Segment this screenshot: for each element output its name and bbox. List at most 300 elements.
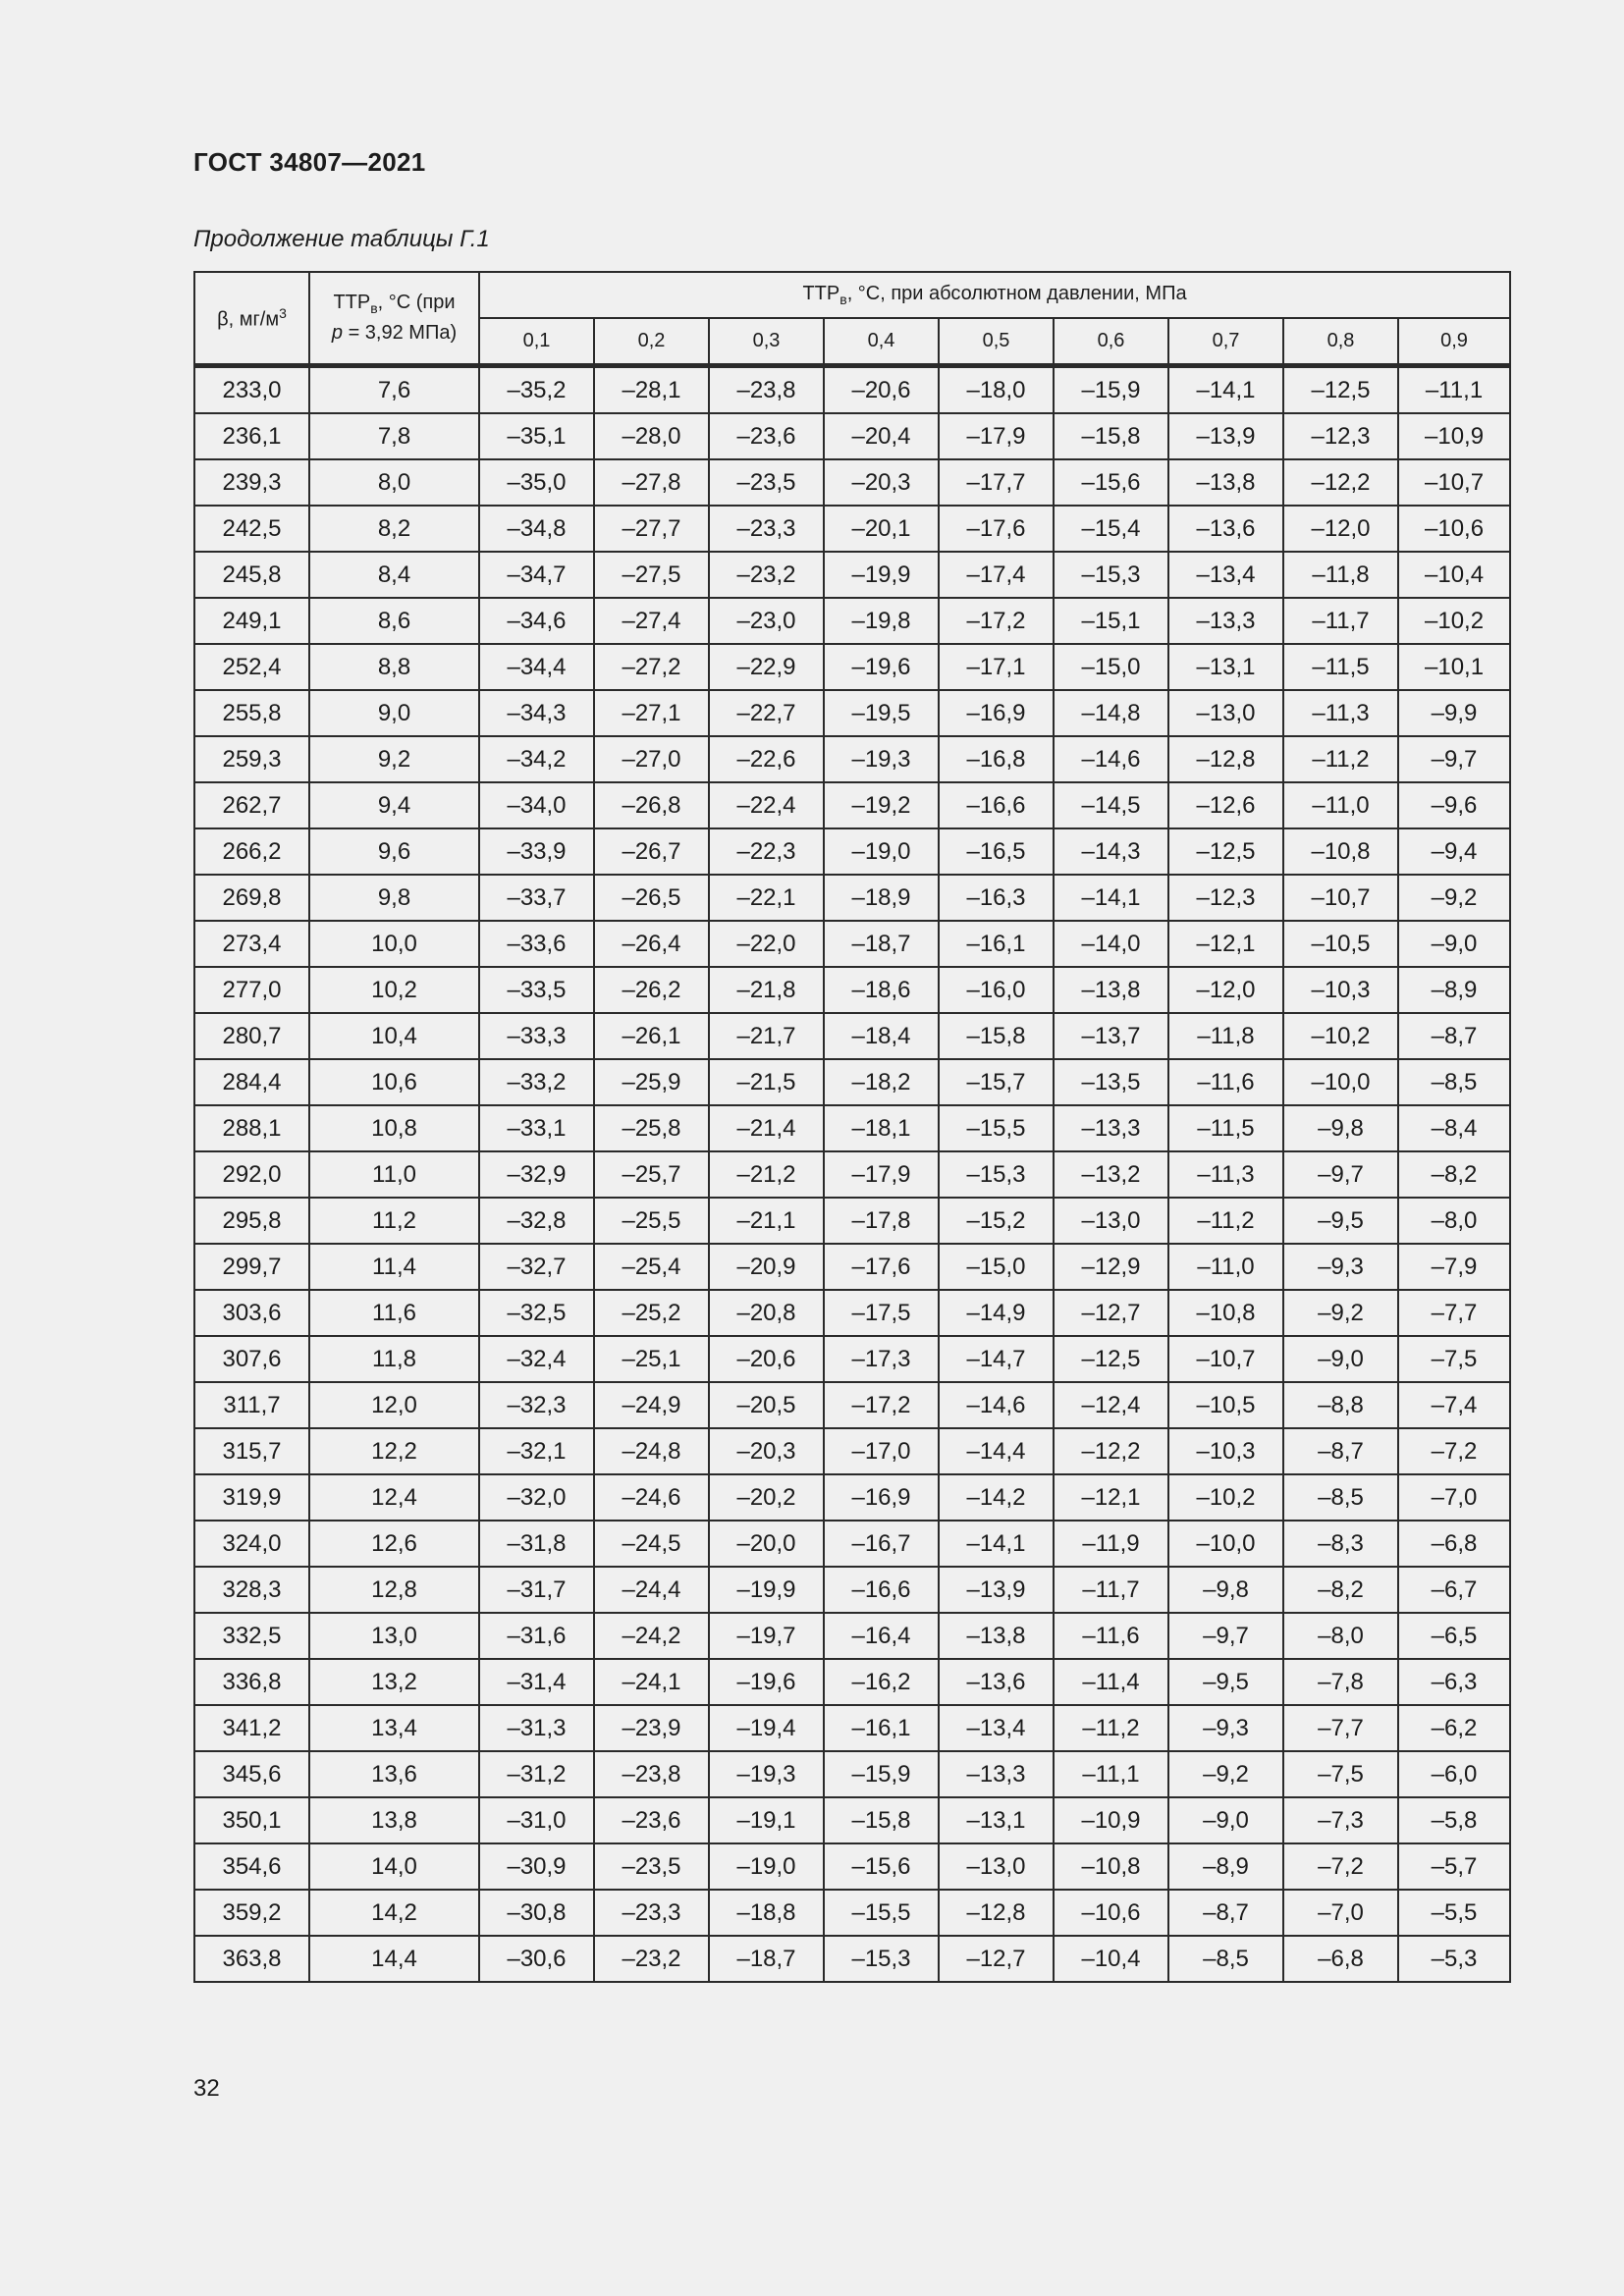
cell-ttr: –31,2	[479, 1751, 594, 1797]
cell-ttr-base: 7,8	[309, 413, 479, 459]
table-row	[194, 1936, 1510, 1982]
cell-ttr: –22,7	[709, 690, 824, 736]
cell-ttr-base: 12,0	[309, 1382, 479, 1428]
cell-ttr: –10,9	[1398, 413, 1510, 459]
cell-ttr: –16,4	[824, 1613, 939, 1659]
cell-ttr: –8,0	[1283, 1613, 1398, 1659]
cell-beta: 233,0	[194, 366, 309, 414]
cell-ttr: –17,6	[939, 506, 1054, 552]
cell-ttr: –23,2	[709, 552, 824, 598]
cell-ttr: –33,6	[479, 921, 594, 967]
document-title: ГОСТ 34807—2021	[193, 147, 426, 177]
page-number: 32	[193, 2075, 220, 2102]
cell-beta: 336,8	[194, 1659, 309, 1705]
table-row	[194, 598, 1510, 644]
cell-ttr: –19,5	[824, 690, 939, 736]
cell-ttr: –22,9	[709, 644, 824, 690]
cell-beta: 299,7	[194, 1244, 309, 1290]
cell-ttr: –10,0	[1168, 1521, 1283, 1567]
cell-ttr: –12,7	[939, 1936, 1054, 1982]
cell-ttr-base: 13,8	[309, 1797, 479, 1843]
cell-ttr: –13,8	[939, 1613, 1054, 1659]
cell-ttr: –16,2	[824, 1659, 939, 1705]
cell-beta: 345,6	[194, 1751, 309, 1797]
cell-ttr: –13,6	[1168, 506, 1283, 552]
table-row	[194, 782, 1510, 828]
cell-beta: 266,2	[194, 828, 309, 875]
table-row	[194, 1151, 1510, 1198]
cell-ttr: –18,0	[939, 366, 1054, 414]
cell-ttr: –11,9	[1054, 1521, 1168, 1567]
cell-ttr: –11,6	[1168, 1059, 1283, 1105]
cell-ttr: –11,2	[1168, 1198, 1283, 1244]
cell-ttr: –8,2	[1398, 1151, 1510, 1198]
cell-ttr: –10,8	[1283, 828, 1398, 875]
cell-ttr: –18,7	[824, 921, 939, 967]
cell-ttr: –26,5	[594, 875, 709, 921]
cell-ttr: –6,7	[1398, 1567, 1510, 1613]
cell-ttr: –21,2	[709, 1151, 824, 1198]
cell-ttr: –8,3	[1283, 1521, 1398, 1567]
cell-ttr: –25,9	[594, 1059, 709, 1105]
table-row	[194, 967, 1510, 1013]
table-row	[194, 1843, 1510, 1890]
table-caption: Продолжение таблицы Г.1	[193, 226, 490, 252]
cell-beta: 252,4	[194, 644, 309, 690]
cell-ttr-base: 11,8	[309, 1336, 479, 1382]
cell-ttr: –7,5	[1283, 1751, 1398, 1797]
cell-ttr: –13,8	[1168, 459, 1283, 506]
cell-ttr: –13,7	[1054, 1013, 1168, 1059]
cell-ttr: –12,6	[1168, 782, 1283, 828]
cell-ttr: –8,4	[1398, 1105, 1510, 1151]
cell-ttr: –11,0	[1283, 782, 1398, 828]
cell-ttr: –12,9	[1054, 1244, 1168, 1290]
table-row	[194, 552, 1510, 598]
cell-ttr: –10,8	[1168, 1290, 1283, 1336]
cell-ttr: –21,5	[709, 1059, 824, 1105]
cell-ttr: –14,3	[1054, 828, 1168, 875]
cell-ttr: –21,1	[709, 1198, 824, 1244]
cell-ttr: –11,1	[1398, 366, 1510, 414]
cell-ttr: –13,1	[1168, 644, 1283, 690]
cell-ttr: –11,5	[1168, 1105, 1283, 1151]
cell-beta: 236,1	[194, 413, 309, 459]
cell-ttr: –15,6	[824, 1843, 939, 1890]
cell-ttr: –12,4	[1054, 1382, 1168, 1428]
cell-ttr: –6,3	[1398, 1659, 1510, 1705]
table-row	[194, 1659, 1510, 1705]
cell-ttr: –7,2	[1283, 1843, 1398, 1890]
cell-ttr: –23,3	[709, 506, 824, 552]
cell-ttr: –23,8	[594, 1751, 709, 1797]
cell-ttr: –14,6	[939, 1382, 1054, 1428]
cell-ttr: –12,3	[1168, 875, 1283, 921]
cell-ttr: –26,2	[594, 967, 709, 1013]
cell-ttr: –34,6	[479, 598, 594, 644]
cell-beta: 295,8	[194, 1198, 309, 1244]
cell-ttr: –15,1	[1054, 598, 1168, 644]
cell-ttr: –19,6	[709, 1659, 824, 1705]
cell-ttr: –14,1	[939, 1521, 1054, 1567]
cell-ttr: –15,8	[824, 1797, 939, 1843]
table-row	[194, 413, 1510, 459]
cell-ttr: –18,4	[824, 1013, 939, 1059]
cell-beta: 277,0	[194, 967, 309, 1013]
cell-ttr: –33,7	[479, 875, 594, 921]
cell-ttr: –7,4	[1398, 1382, 1510, 1428]
cell-beta: 328,3	[194, 1567, 309, 1613]
table-row	[194, 459, 1510, 506]
cell-ttr: –8,0	[1398, 1198, 1510, 1244]
table-row	[194, 1382, 1510, 1428]
cell-ttr: –17,2	[939, 598, 1054, 644]
cell-beta: 303,6	[194, 1290, 309, 1336]
cell-ttr: –10,3	[1283, 967, 1398, 1013]
cell-ttr-base: 9,6	[309, 828, 479, 875]
header-pressure: 0,1	[479, 318, 594, 366]
cell-ttr: –8,8	[1283, 1382, 1398, 1428]
table-row	[194, 1521, 1510, 1567]
cell-ttr: –23,9	[594, 1705, 709, 1751]
cell-ttr: –7,9	[1398, 1244, 1510, 1290]
cell-ttr: –12,1	[1168, 921, 1283, 967]
cell-ttr: –21,7	[709, 1013, 824, 1059]
cell-ttr: –24,8	[594, 1428, 709, 1474]
cell-ttr: –9,5	[1168, 1659, 1283, 1705]
cell-ttr: –20,4	[824, 413, 939, 459]
table-row	[194, 1797, 1510, 1843]
cell-ttr-base: 10,4	[309, 1013, 479, 1059]
cell-ttr: –15,8	[1054, 413, 1168, 459]
cell-ttr: –23,8	[709, 366, 824, 414]
cell-ttr: –11,4	[1054, 1659, 1168, 1705]
cell-beta: 259,3	[194, 736, 309, 782]
cell-ttr-base: 13,6	[309, 1751, 479, 1797]
cell-ttr: –6,2	[1398, 1705, 1510, 1751]
cell-ttr-base: 7,6	[309, 366, 479, 414]
cell-ttr: –19,0	[824, 828, 939, 875]
cell-ttr: –27,8	[594, 459, 709, 506]
table-row	[194, 1890, 1510, 1936]
cell-ttr: –18,2	[824, 1059, 939, 1105]
cell-ttr: –12,1	[1054, 1474, 1168, 1521]
cell-ttr: –15,8	[939, 1013, 1054, 1059]
cell-beta: 350,1	[194, 1797, 309, 1843]
cell-ttr: –34,3	[479, 690, 594, 736]
cell-ttr-base: 14,4	[309, 1936, 479, 1982]
cell-ttr: –16,6	[824, 1567, 939, 1613]
cell-ttr: –10,8	[1054, 1843, 1168, 1890]
header-pressure: 0,5	[939, 318, 1054, 366]
cell-ttr: –9,0	[1168, 1797, 1283, 1843]
cell-ttr: –20,3	[824, 459, 939, 506]
cell-ttr: –15,3	[824, 1936, 939, 1982]
cell-ttr: –18,7	[709, 1936, 824, 1982]
cell-ttr: –33,2	[479, 1059, 594, 1105]
table-row	[194, 1567, 1510, 1613]
cell-ttr: –11,8	[1283, 552, 1398, 598]
cell-ttr: –23,6	[709, 413, 824, 459]
cell-ttr: –17,6	[824, 1244, 939, 1290]
cell-ttr: –15,7	[939, 1059, 1054, 1105]
cell-ttr-base: 12,2	[309, 1428, 479, 1474]
header-pressure: 0,8	[1283, 318, 1398, 366]
cell-ttr: –19,6	[824, 644, 939, 690]
cell-ttr: –15,3	[1054, 552, 1168, 598]
cell-ttr: –32,1	[479, 1428, 594, 1474]
cell-ttr: –15,6	[1054, 459, 1168, 506]
cell-ttr: –17,3	[824, 1336, 939, 1382]
cell-ttr: –10,5	[1168, 1382, 1283, 1428]
cell-ttr: –32,3	[479, 1382, 594, 1428]
cell-ttr: –19,3	[709, 1751, 824, 1797]
table-row	[194, 1751, 1510, 1797]
cell-ttr: –10,6	[1398, 506, 1510, 552]
cell-ttr: –9,0	[1398, 921, 1510, 967]
header-ttr-at-3-92: $ТТР_в$, °С (при p = 3,92 МПа)	[309, 272, 479, 366]
cell-ttr: –7,8	[1283, 1659, 1398, 1705]
table-row	[194, 1474, 1510, 1521]
cell-ttr: –13,0	[1168, 690, 1283, 736]
cell-ttr: –6,0	[1398, 1751, 1510, 1797]
cell-ttr: –30,6	[479, 1936, 594, 1982]
cell-ttr: –9,3	[1168, 1705, 1283, 1751]
cell-ttr: –10,5	[1283, 921, 1398, 967]
cell-ttr: –18,6	[824, 967, 939, 1013]
cell-ttr: –31,8	[479, 1521, 594, 1567]
cell-ttr: –10,2	[1398, 598, 1510, 644]
cell-ttr: –14,1	[1168, 366, 1283, 414]
cell-ttr: –9,3	[1283, 1244, 1398, 1290]
cell-ttr: –19,7	[709, 1613, 824, 1659]
cell-ttr: –35,0	[479, 459, 594, 506]
cell-beta: 239,3	[194, 459, 309, 506]
cell-ttr: –8,9	[1168, 1843, 1283, 1890]
cell-ttr: –10,9	[1054, 1797, 1168, 1843]
cell-ttr: –24,6	[594, 1474, 709, 1521]
cell-ttr: –16,0	[939, 967, 1054, 1013]
cell-beta: 341,2	[194, 1705, 309, 1751]
cell-ttr: –18,1	[824, 1105, 939, 1151]
cell-ttr-base: 9,2	[309, 736, 479, 782]
cell-beta: 332,5	[194, 1613, 309, 1659]
cell-ttr: –9,9	[1398, 690, 1510, 736]
cell-ttr: –11,7	[1054, 1567, 1168, 1613]
cell-ttr: –6,8	[1283, 1936, 1398, 1982]
cell-ttr: –15,0	[1054, 644, 1168, 690]
cell-ttr: –13,6	[939, 1659, 1054, 1705]
cell-ttr-base: 10,8	[309, 1105, 479, 1151]
cell-ttr: –12,7	[1054, 1290, 1168, 1336]
cell-ttr: –9,8	[1283, 1105, 1398, 1151]
cell-ttr-base: 10,2	[309, 967, 479, 1013]
cell-ttr: –32,0	[479, 1474, 594, 1521]
cell-beta: 249,1	[194, 598, 309, 644]
cell-ttr: –9,2	[1283, 1290, 1398, 1336]
cell-ttr: –27,7	[594, 506, 709, 552]
cell-ttr: –10,3	[1168, 1428, 1283, 1474]
cell-beta: 324,0	[194, 1521, 309, 1567]
cell-ttr-base: 10,0	[309, 921, 479, 967]
cell-ttr: –27,1	[594, 690, 709, 736]
cell-ttr-base: 11,0	[309, 1151, 479, 1198]
table-row	[194, 506, 1510, 552]
cell-ttr: –31,4	[479, 1659, 594, 1705]
cell-ttr: –17,8	[824, 1198, 939, 1244]
cell-ttr: –23,0	[709, 598, 824, 644]
cell-ttr: –17,5	[824, 1290, 939, 1336]
cell-ttr: –8,7	[1283, 1428, 1398, 1474]
cell-ttr: –24,5	[594, 1521, 709, 1567]
cell-ttr: –12,2	[1283, 459, 1398, 506]
cell-ttr: –9,4	[1398, 828, 1510, 875]
cell-ttr: –23,6	[594, 1797, 709, 1843]
header-pressure: 0,9	[1398, 318, 1510, 366]
cell-ttr: –25,1	[594, 1336, 709, 1382]
table-row	[194, 1336, 1510, 1382]
cell-ttr: –7,7	[1398, 1290, 1510, 1336]
cell-ttr: –14,1	[1054, 875, 1168, 921]
cell-ttr: –16,9	[824, 1474, 939, 1521]
cell-ttr: –25,2	[594, 1290, 709, 1336]
cell-ttr: –13,0	[1054, 1198, 1168, 1244]
header-pressure: 0,3	[709, 318, 824, 366]
cell-ttr: –10,6	[1054, 1890, 1168, 1936]
cell-ttr: –6,8	[1398, 1521, 1510, 1567]
cell-ttr: –14,9	[939, 1290, 1054, 1336]
cell-ttr: –25,4	[594, 1244, 709, 1290]
cell-ttr: –22,4	[709, 782, 824, 828]
cell-ttr: –8,5	[1283, 1474, 1398, 1521]
cell-ttr: –10,7	[1283, 875, 1398, 921]
cell-ttr: –19,4	[709, 1705, 824, 1751]
cell-ttr: –7,7	[1283, 1705, 1398, 1751]
cell-beta: 359,2	[194, 1890, 309, 1936]
cell-ttr: –20,6	[709, 1336, 824, 1382]
cell-ttr: –24,4	[594, 1567, 709, 1613]
cell-ttr-base: 9,0	[309, 690, 479, 736]
cell-ttr: –31,3	[479, 1705, 594, 1751]
cell-ttr: –19,9	[824, 552, 939, 598]
cell-ttr: –20,1	[824, 506, 939, 552]
cell-ttr: –11,7	[1283, 598, 1398, 644]
cell-ttr: –16,1	[939, 921, 1054, 967]
cell-ttr: –9,7	[1168, 1613, 1283, 1659]
cell-ttr: –17,0	[824, 1428, 939, 1474]
cell-ttr: –13,9	[939, 1567, 1054, 1613]
cell-ttr: –24,1	[594, 1659, 709, 1705]
cell-ttr: –26,7	[594, 828, 709, 875]
cell-ttr: –9,7	[1398, 736, 1510, 782]
cell-ttr: –35,1	[479, 413, 594, 459]
cell-ttr: –31,7	[479, 1567, 594, 1613]
cell-ttr: –25,7	[594, 1151, 709, 1198]
cell-ttr: –20,8	[709, 1290, 824, 1336]
cell-ttr: –12,8	[1168, 736, 1283, 782]
cell-ttr: –17,4	[939, 552, 1054, 598]
cell-ttr: –18,8	[709, 1890, 824, 1936]
cell-ttr: –23,2	[594, 1936, 709, 1982]
cell-ttr: –14,6	[1054, 736, 1168, 782]
cell-ttr: –15,5	[939, 1105, 1054, 1151]
cell-ttr: –11,1	[1054, 1751, 1168, 1797]
cell-ttr: –12,3	[1283, 413, 1398, 459]
cell-ttr: –11,3	[1283, 690, 1398, 736]
cell-ttr: –28,1	[594, 366, 709, 414]
cell-ttr-base: 14,0	[309, 1843, 479, 1890]
cell-ttr: –34,0	[479, 782, 594, 828]
cell-ttr: –17,1	[939, 644, 1054, 690]
table-row	[194, 1428, 1510, 1474]
cell-ttr: –17,2	[824, 1382, 939, 1428]
cell-ttr-base: 13,0	[309, 1613, 479, 1659]
cell-ttr-base: 8,4	[309, 552, 479, 598]
cell-ttr: –9,5	[1283, 1198, 1398, 1244]
cell-ttr: –8,5	[1168, 1936, 1283, 1982]
cell-ttr: –25,8	[594, 1105, 709, 1151]
cell-ttr: –15,5	[824, 1890, 939, 1936]
cell-ttr: –22,0	[709, 921, 824, 967]
cell-ttr-base: 8,0	[309, 459, 479, 506]
cell-ttr: –12,0	[1168, 967, 1283, 1013]
cell-ttr: –22,1	[709, 875, 824, 921]
cell-ttr: –10,7	[1168, 1336, 1283, 1382]
cell-ttr: –33,1	[479, 1105, 594, 1151]
cell-beta: 292,0	[194, 1151, 309, 1198]
cell-ttr: –12,2	[1054, 1428, 1168, 1474]
cell-ttr: –32,5	[479, 1290, 594, 1336]
cell-ttr: –19,1	[709, 1797, 824, 1843]
cell-ttr: –24,2	[594, 1613, 709, 1659]
cell-ttr: –14,4	[939, 1428, 1054, 1474]
cell-ttr: –8,9	[1398, 967, 1510, 1013]
cell-ttr-base: 8,8	[309, 644, 479, 690]
cell-ttr: –11,2	[1283, 736, 1398, 782]
cell-beta: 269,8	[194, 875, 309, 921]
cell-ttr-base: 11,2	[309, 1198, 479, 1244]
table-row	[194, 1244, 1510, 1290]
cell-ttr: –10,0	[1283, 1059, 1398, 1105]
cell-ttr: –7,0	[1283, 1890, 1398, 1936]
table-row	[194, 1198, 1510, 1244]
table-row	[194, 366, 1510, 414]
cell-ttr: –30,8	[479, 1890, 594, 1936]
cell-ttr: –13,4	[939, 1705, 1054, 1751]
header-pressure: 0,6	[1054, 318, 1168, 366]
table-row	[194, 1613, 1510, 1659]
cell-ttr: –5,5	[1398, 1890, 1510, 1936]
cell-ttr-base: 13,4	[309, 1705, 479, 1751]
cell-ttr: –8,7	[1168, 1890, 1283, 1936]
cell-ttr: –5,8	[1398, 1797, 1510, 1843]
cell-beta: 273,4	[194, 921, 309, 967]
cell-ttr: –15,2	[939, 1198, 1054, 1244]
cell-ttr: –7,3	[1283, 1797, 1398, 1843]
cell-ttr: –11,8	[1168, 1013, 1283, 1059]
cell-ttr: –16,9	[939, 690, 1054, 736]
cell-ttr: –12,5	[1283, 366, 1398, 414]
table-row	[194, 875, 1510, 921]
cell-ttr: –20,5	[709, 1382, 824, 1428]
header-pressure: 0,2	[594, 318, 709, 366]
cell-ttr: –15,9	[824, 1751, 939, 1797]
cell-ttr: –17,7	[939, 459, 1054, 506]
cell-ttr: –34,4	[479, 644, 594, 690]
cell-ttr: –26,1	[594, 1013, 709, 1059]
cell-ttr: –13,9	[1168, 413, 1283, 459]
cell-ttr: –21,8	[709, 967, 824, 1013]
